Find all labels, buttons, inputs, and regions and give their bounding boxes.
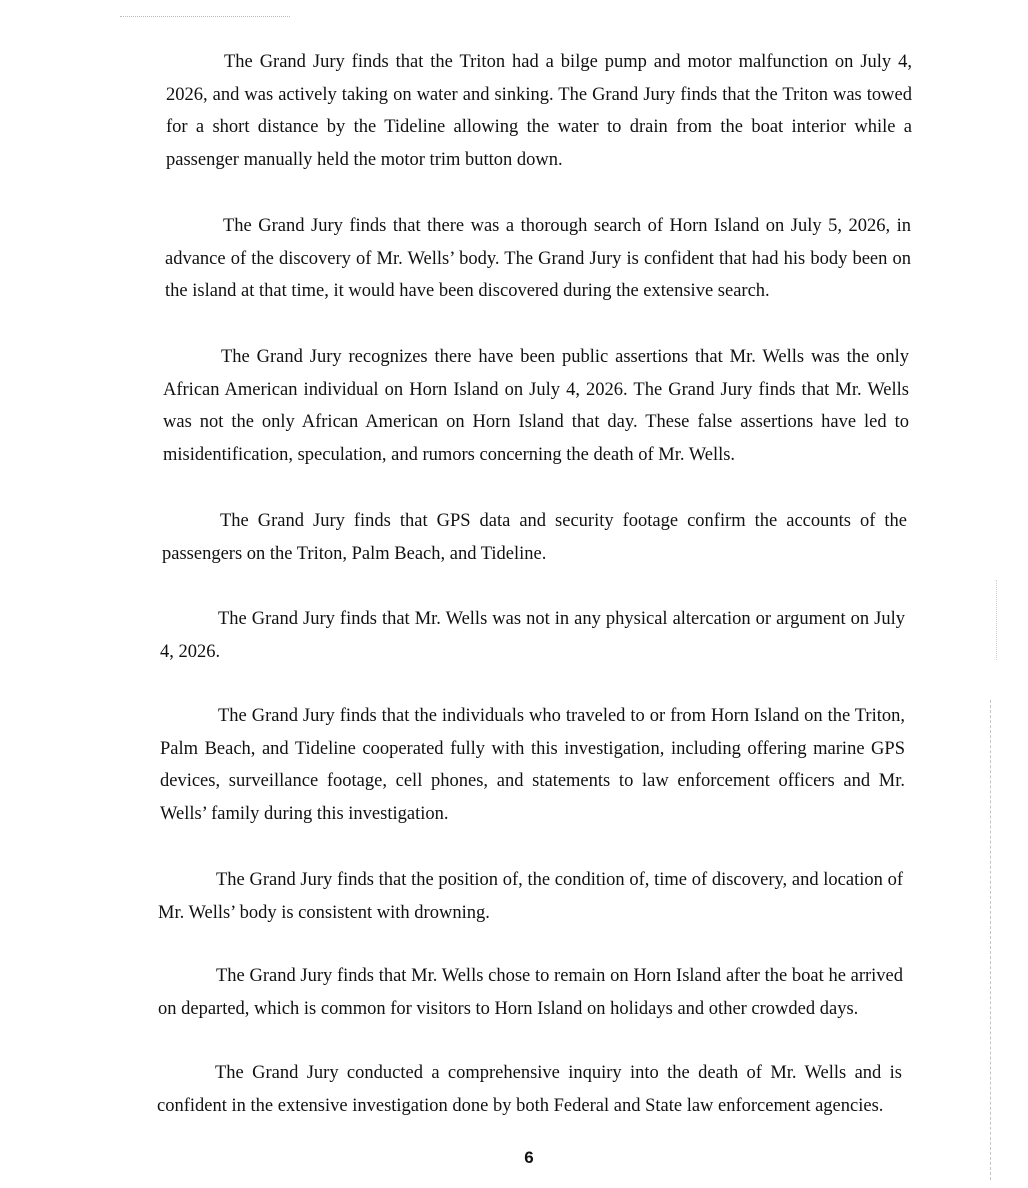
paragraph-gps-footage: The Grand Jury finds that GPS data and security footage confirm the accounts of the passengers on the Triton, Palm Beach, and Tideline. [162, 511, 907, 564]
paragraph-triton-malfunction: The Grand Jury finds that the Triton had a bilge pump and motor malfunction on July 4, 2026, and was actively taking on water and sinking. The Grand Jury finds that the Triton was towed for a short distance by the Tideline allowing the water to drain from the boat interior while a passenger manually held the motor trim button down. [166, 52, 912, 170]
scan-artifact-right-upper [996, 580, 997, 660]
paragraph-no-altercation: The Grand Jury finds that Mr. Wells was not in any physical altercation or argument on July 4, 2026. [160, 609, 905, 662]
paragraph-horn-island-search: The Grand Jury finds that there was a thorough search of Horn Island on July 5, 2026, in advance of the discovery of Mr. Wells’ body. The Grand Jury is confident that had his body been on the island at that time, it would have been discovered during the extensive search. [165, 216, 911, 301]
paragraph-comprehensive-inquiry: The Grand Jury conducted a comprehensive inquiry into the death of Mr. Wells and is confident in the extensive investigation done by both Federal and State law enforcement agencies. [157, 1063, 902, 1116]
paragraph-public-assertions: The Grand Jury recognizes there have been public assertions that Mr. Wells was the only African American individual on Horn Island on July 4, 2026. The Grand Jury finds that Mr. Wells was not the only African American on Horn Island that day. These false assertions have led to misidentification, speculation, and rumors concerning the death of Mr. Wells. [163, 347, 909, 465]
scan-artifact-right [990, 700, 991, 1180]
paragraph-body-consistent-drowning: The Grand Jury finds that the position of, the condition of, time of discovery, and location of Mr. Wells’ body is consistent with drowning. [158, 870, 903, 923]
paragraph-cooperation: The Grand Jury finds that the individuals who traveled to or from Horn Island on the Triton, Palm Beach, and Tideline cooperated fully with this investigation, including offering marine GPS devices, surveillance footage, cell phones, and statements to law enforcement officers and Mr. Wells’ family during this investigation. [160, 706, 905, 824]
page-number: 6 [524, 1148, 534, 1167]
scan-artifact-top [120, 16, 290, 17]
paragraph-remained-on-island: The Grand Jury finds that Mr. Wells chose to remain on Horn Island after the boat he arrived on departed, which is common for visitors to Horn Island on holidays and other crowded days. [158, 966, 903, 1019]
